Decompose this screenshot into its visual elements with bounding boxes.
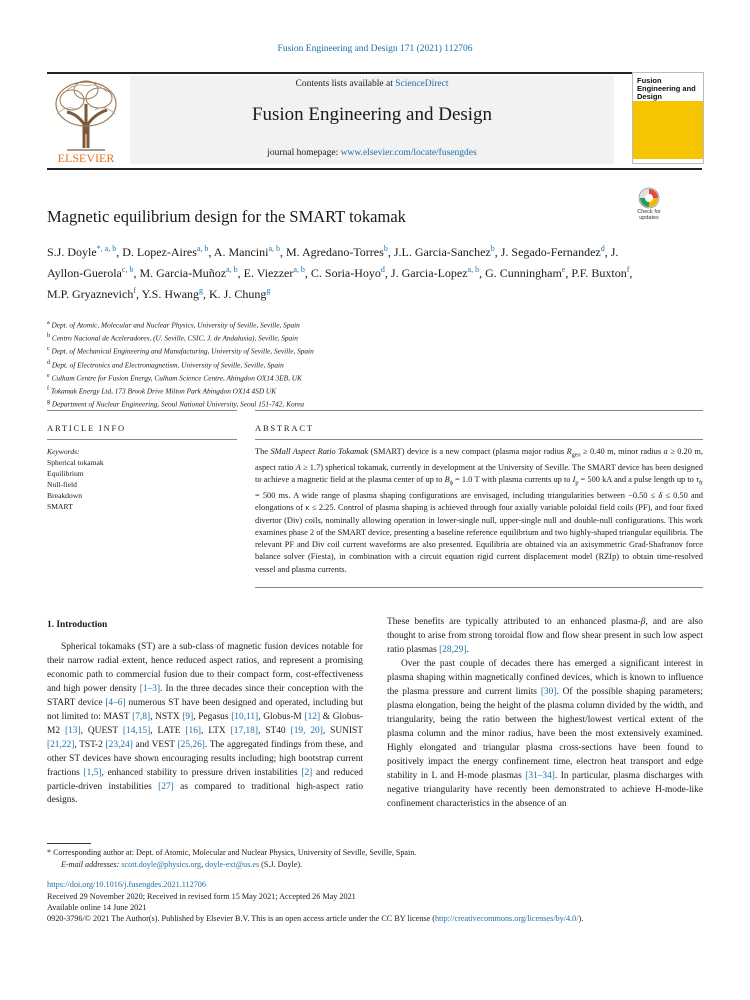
keywords-label: Keywords: (47, 447, 80, 456)
abstract-bottom-rule (255, 587, 703, 588)
received-dates: Received 29 November 2020; Received in revised form 15 May 2021; Accepted 26 May 2021 (47, 892, 356, 901)
email-link-2[interactable]: doyle-ext@us.es (205, 859, 260, 869)
abstract-top-rule (255, 410, 703, 411)
available-online: Available online 14 June 2021 (47, 903, 147, 912)
journal-citation-link[interactable]: Fusion Engineering and Design 171 (2021) 112706 (277, 44, 473, 54)
reference-link[interactable]: [4–6] (105, 697, 126, 708)
author-affiliation-marker[interactable]: d (380, 265, 385, 274)
reference-link[interactable]: [16] (185, 725, 202, 736)
reference-link[interactable]: [25,26] (177, 739, 205, 750)
affiliation-item: $^g$ Department of Nuclear Engineering, Seoul National University, Seoul 151-742, Korea (47, 399, 305, 409)
author-name[interactable]: K. J. Chung (209, 287, 267, 301)
author-affiliation-marker[interactable]: a, b (196, 244, 209, 253)
article-info-mid-rule (47, 439, 237, 440)
license-line: 0920-3796/© 2021 The Author(s). Published by Elsevier B.V. This is an open access article under the CC BY license (http://creativecommons.org/licenses/by/4.0/). (47, 914, 584, 923)
author-name[interactable]: J. Segado-Fernandez (500, 245, 601, 259)
journal-cover-thumbnail[interactable] (632, 72, 704, 164)
reference-link[interactable]: [21,22] (47, 739, 75, 750)
author-affiliation-marker[interactable]: c, b (121, 265, 134, 274)
article-info-heading: ARTICLE INFO (47, 423, 126, 433)
author-affiliation-marker[interactable]: f (133, 286, 136, 295)
author-name[interactable]: D. Lopez-Aires (122, 245, 197, 259)
reference-link[interactable]: [14,15] (122, 725, 151, 736)
reference-link[interactable]: [28,29] (439, 644, 467, 655)
contents-prefix: Contents lists available at (295, 79, 396, 89)
author-affiliation-marker[interactable]: a, b (293, 265, 305, 274)
author-affiliation-marker[interactable]: e (561, 265, 566, 274)
homepage-prefix: journal homepage: (267, 148, 341, 158)
affiliation-item: $^b$ Centro Nacional de Aceleradores, (U. Seville, CSIC, J. de Andalusia), Seville, Spain (47, 333, 298, 343)
check-updates-text[interactable]: Check for updates (637, 209, 661, 221)
author-name[interactable]: C. Soria-Hoyo (310, 266, 381, 280)
article-title: Magnetic equilibrium design for the SMART tokamak (47, 207, 406, 226)
cover-title: Fusion Engineering and Design (637, 76, 696, 101)
contents-available-line (130, 79, 614, 89)
reference-link[interactable]: [31–34] (525, 770, 555, 781)
reference-link[interactable]: [12] (304, 711, 321, 722)
footnote-rule (47, 843, 91, 844)
reference-link[interactable]: [1–3] (139, 683, 161, 694)
journal-homepage-link[interactable]: www.elsevier.com/locate/fusengdes (340, 148, 477, 158)
journal-homepage-line (130, 148, 614, 158)
author-affiliation-marker[interactable]: *, a, b (96, 244, 117, 253)
keyword-item: SMART (47, 502, 73, 511)
author-affiliation-marker[interactable]: a, b (226, 265, 238, 274)
author-name[interactable]: M. Garcia-Muñoz (139, 266, 227, 280)
author-name[interactable]: J.L. Garcia-Sanchez (393, 245, 491, 259)
article-history (47, 891, 727, 924)
author-affiliation-marker[interactable]: f (626, 265, 630, 274)
affiliation-item: $^d$ Dept. of Electronics and Electromagnetism, University of Seville, Seville, Spain (47, 359, 284, 370)
sciencedirect-link[interactable]: ScienceDirect (395, 79, 449, 89)
reference-link[interactable]: [17,18] (230, 725, 258, 736)
author-name[interactable]: M.P. Gryaznevich (47, 287, 134, 301)
author-list: S.J. Doyle$^{*, a, b}$, D. Lopez-Aires$^{a, b}$, A. Mancini$^{a, b}$, M. Agredano-Torres$^b$, J.L. Garcia-Sanchez$^b$, J. Segado-Fernandez$^d$, J. Ayllon-Guerola$^{c, b}$, M. Garcia-Muñoz$^{a, b}$, E. Viezzer$^{a, b}$, C. Soria-Hoyo$^d$, J. Garcia-Lopez$^{a, b}$, G. Cunningham$^e$, P.F. Buxton$^f$, M.P. Gryaznevich$^f$, Y.S. Hwang$^g$, K. J. Chung$^g$ (47, 244, 633, 301)
email-label: E-mail addresses: (61, 859, 122, 869)
doi-link[interactable]: https://doi.org/10.1016/j.fusengdes.2021.112706 (47, 880, 206, 889)
reference-link[interactable]: [9] (182, 711, 194, 722)
author-affiliation-marker[interactable]: b (383, 244, 388, 253)
corresponding-text: Corresponding author at: Dept. of Atomic, Molecular and Nuclear Physics, University of Seville, Seville, Spain. (51, 848, 417, 857)
intro-column-2-para-1: These benefits are typically attributed to an enhanced plasma-β, and are also thought to arise from strong toroidal flow and flow shear present in such low aspect ratio plasmas [28,29]. (387, 617, 703, 655)
author-affiliation-marker[interactable]: g (266, 286, 271, 295)
introduction-heading: 1. Introduction (47, 620, 108, 630)
author-name[interactable]: P.F. Buxton (571, 266, 627, 280)
affiliation-item: $^f$ Tokamak Energy Ltd, 173 Brook Drive Milton Park Abingdon OX14 4SD UK (47, 386, 277, 396)
author-name[interactable]: G. Cunningham (485, 266, 562, 280)
license-link[interactable]: http://creativecommons.org/licenses/by/4.0/ (434, 914, 579, 923)
cover-yellow-panel (633, 101, 703, 159)
author-name[interactable]: J. Ayllon-Guerola (47, 245, 619, 280)
author-name[interactable]: E. Viezzer (243, 266, 294, 280)
author-name[interactable]: A. Mancini (213, 245, 269, 259)
reference-link[interactable]: [1,5] (83, 767, 102, 778)
intro-column-1: Spherical tokamaks (ST) are a sub-class of magnetic fusion devices notable for their narrow radial extent, hence reduced aspect ratios, and represent a promising economic path to commercial fusion due to their compact form, cost-effectiveness and high power density [1–3]. In the three decades since their conception with the START device [4–6] numerous ST have been designed and operated, including but not limited to: MAST [7,8], NSTX [9], Pegasus [10,11], Globus-M [12] & Globus-M2 [13], QUEST [14,15], LATE [16], LTX [17,18], ST40 [19, 20], SUNIST [21,22], TST-2 [23,24] and VEST [25,26]. The aggregated findings from these, and other ST devices have shown encouraging results including; high bootstrap current fractions [1,5], enhanced stability to pressure driven instabilities [2] and reduced particle-driven instabilities [27] as compared to traditional high-aspect ratio designs. (47, 642, 364, 806)
author-name[interactable]: J. Garcia-Lopez (390, 266, 468, 280)
article-info-top-rule (47, 410, 237, 411)
header-bottom-rule (47, 168, 702, 170)
author-name[interactable]: M. Agredano-Torres (286, 245, 384, 259)
affiliation-item: $^c$ Dept. of Mechanical Engineering and Manufacturing, University of Seville, Seville, Spain (47, 346, 314, 356)
reference-link[interactable]: [2] (301, 767, 313, 778)
reference-link[interactable]: [7,8] (132, 711, 151, 722)
abstract-text: The SMall Aspect Ratio Tokamak (SMART) device is a new compact (plasma major radius $R_{geo} \ge 0.40$ m, minor radius a ≥ 0.20 m, aspect ratio A ≥ 1.7) spherical tokamak, currently in development at the University of Seville. The SMART device has been designed to achieve a magnetic field at the plasma center of up to $B_\phi = 1.0$ T with plasma currents up to $I_p = 500$ kA and a pulse length up to $\tau_{fr} = 500$ ms. A wide range of plasma shaping configurations are envisaged, including triangularities between −0.50 ≤ δ ≤ 0.50 and elongations of κ ≤ 2.25. Control of plasma shaping is achieved through four axially variable poloidal field coils (PF), and four fixed divertor (Div) coils, nominally allowing operation in lower-single null, upper-single null and double-null configurations. This work examines phase 2 of the SMART device, presenting a baseline reference equilibrium and two highly-shaped triangular equilibria. The relevant PF and Div coil current waveforms are also presented. Equilibria are obtained via an axisymmetric Grad-Shafranov force balance solver (Fiesta), in combination with a circuit equation rigid current displacement model (RZIp) to obtain time-resolved vessel and plasma currents. (255, 447, 703, 574)
abstract-mid-rule (255, 439, 703, 440)
keyword-item: Spherical tokamak (47, 458, 104, 467)
author-name[interactable]: Y.S. Hwang (141, 287, 200, 301)
footnote-mark: * (47, 848, 52, 857)
reference-link[interactable]: [27] (158, 781, 174, 792)
affiliation-item: $^a$ Dept. of Atomic, Molecular and Nuclear Physics, University of Seville, Seville, Spain (47, 320, 300, 330)
affiliation-item: $^e$ Culham Centre for Fusion Energy, Culham Science Centre, Abingdon OX14 3EB, UK (47, 372, 302, 383)
author-affiliation-marker[interactable]: g (199, 286, 204, 295)
keyword-item: Equilibrium (47, 469, 84, 478)
author-affiliation-marker[interactable]: d (600, 244, 605, 253)
reference-link[interactable]: [23,24] (105, 739, 133, 750)
intro-column-2-para-2: Over the past couple of decades there has emerged a significant interest in plasma shaping within magnetically confined devices, which is known to influence the plasma pressure and current limits [30]. Of the possible shaping parameters; plasma elongation, being the height of the plasma column divided by the width, and triangularity, being the ratio between the highest/lowest vertical extent of the plasma column and the minor radius, have been the most extensively examined. Highly elongated and triangular plasma cross-sections have been found to positively impact the energy confinement time, electron heat transport and edge stability in L and H-mode plasmas [31–34]. In particular, plasma discharges with negative triangularity have recently been demonstrated to achieve H-mode-like confinement characteristics in the absence of an (387, 659, 704, 809)
reference-link[interactable]: [10,11] (231, 711, 259, 722)
author-affiliation-marker[interactable]: a, b (467, 265, 480, 274)
abstract-heading: ABSTRACT (255, 423, 314, 433)
journal-name: Fusion Engineering and Design (251, 104, 493, 125)
keyword-item: Null-field (47, 480, 77, 489)
elsevier-logo[interactable] (47, 74, 125, 166)
author-name[interactable]: S.J. Doyle (47, 245, 97, 259)
reference-link[interactable]: [30] (540, 686, 557, 697)
keywords-list (47, 457, 104, 512)
header-top-rule (47, 72, 702, 74)
check-updates-icon (631, 187, 667, 209)
keyword-item: Breakdown (47, 491, 83, 500)
email-link-1[interactable]: scott.doyle@physics.org (121, 859, 202, 869)
publisher-logo-text: ELSEVIER (57, 151, 115, 165)
reference-link[interactable]: [19, 20] (290, 725, 323, 736)
affiliation-list (47, 318, 647, 411)
author-affiliation-marker[interactable]: a, b (268, 244, 280, 253)
corresponding-author-footnote: * Corresponding author at: Dept. of Atomic, Molecular and Nuclear Physics, University of Seville, Seville, Spain. E-mail addresses: scott.doyle@physics.org, doyle-ext@us.es (S.J. Doyle). (47, 848, 417, 869)
elsevier-tree-icon (47, 74, 125, 166)
reference-link[interactable]: [13] (64, 725, 81, 736)
author-affiliation-marker[interactable]: b (490, 244, 495, 253)
